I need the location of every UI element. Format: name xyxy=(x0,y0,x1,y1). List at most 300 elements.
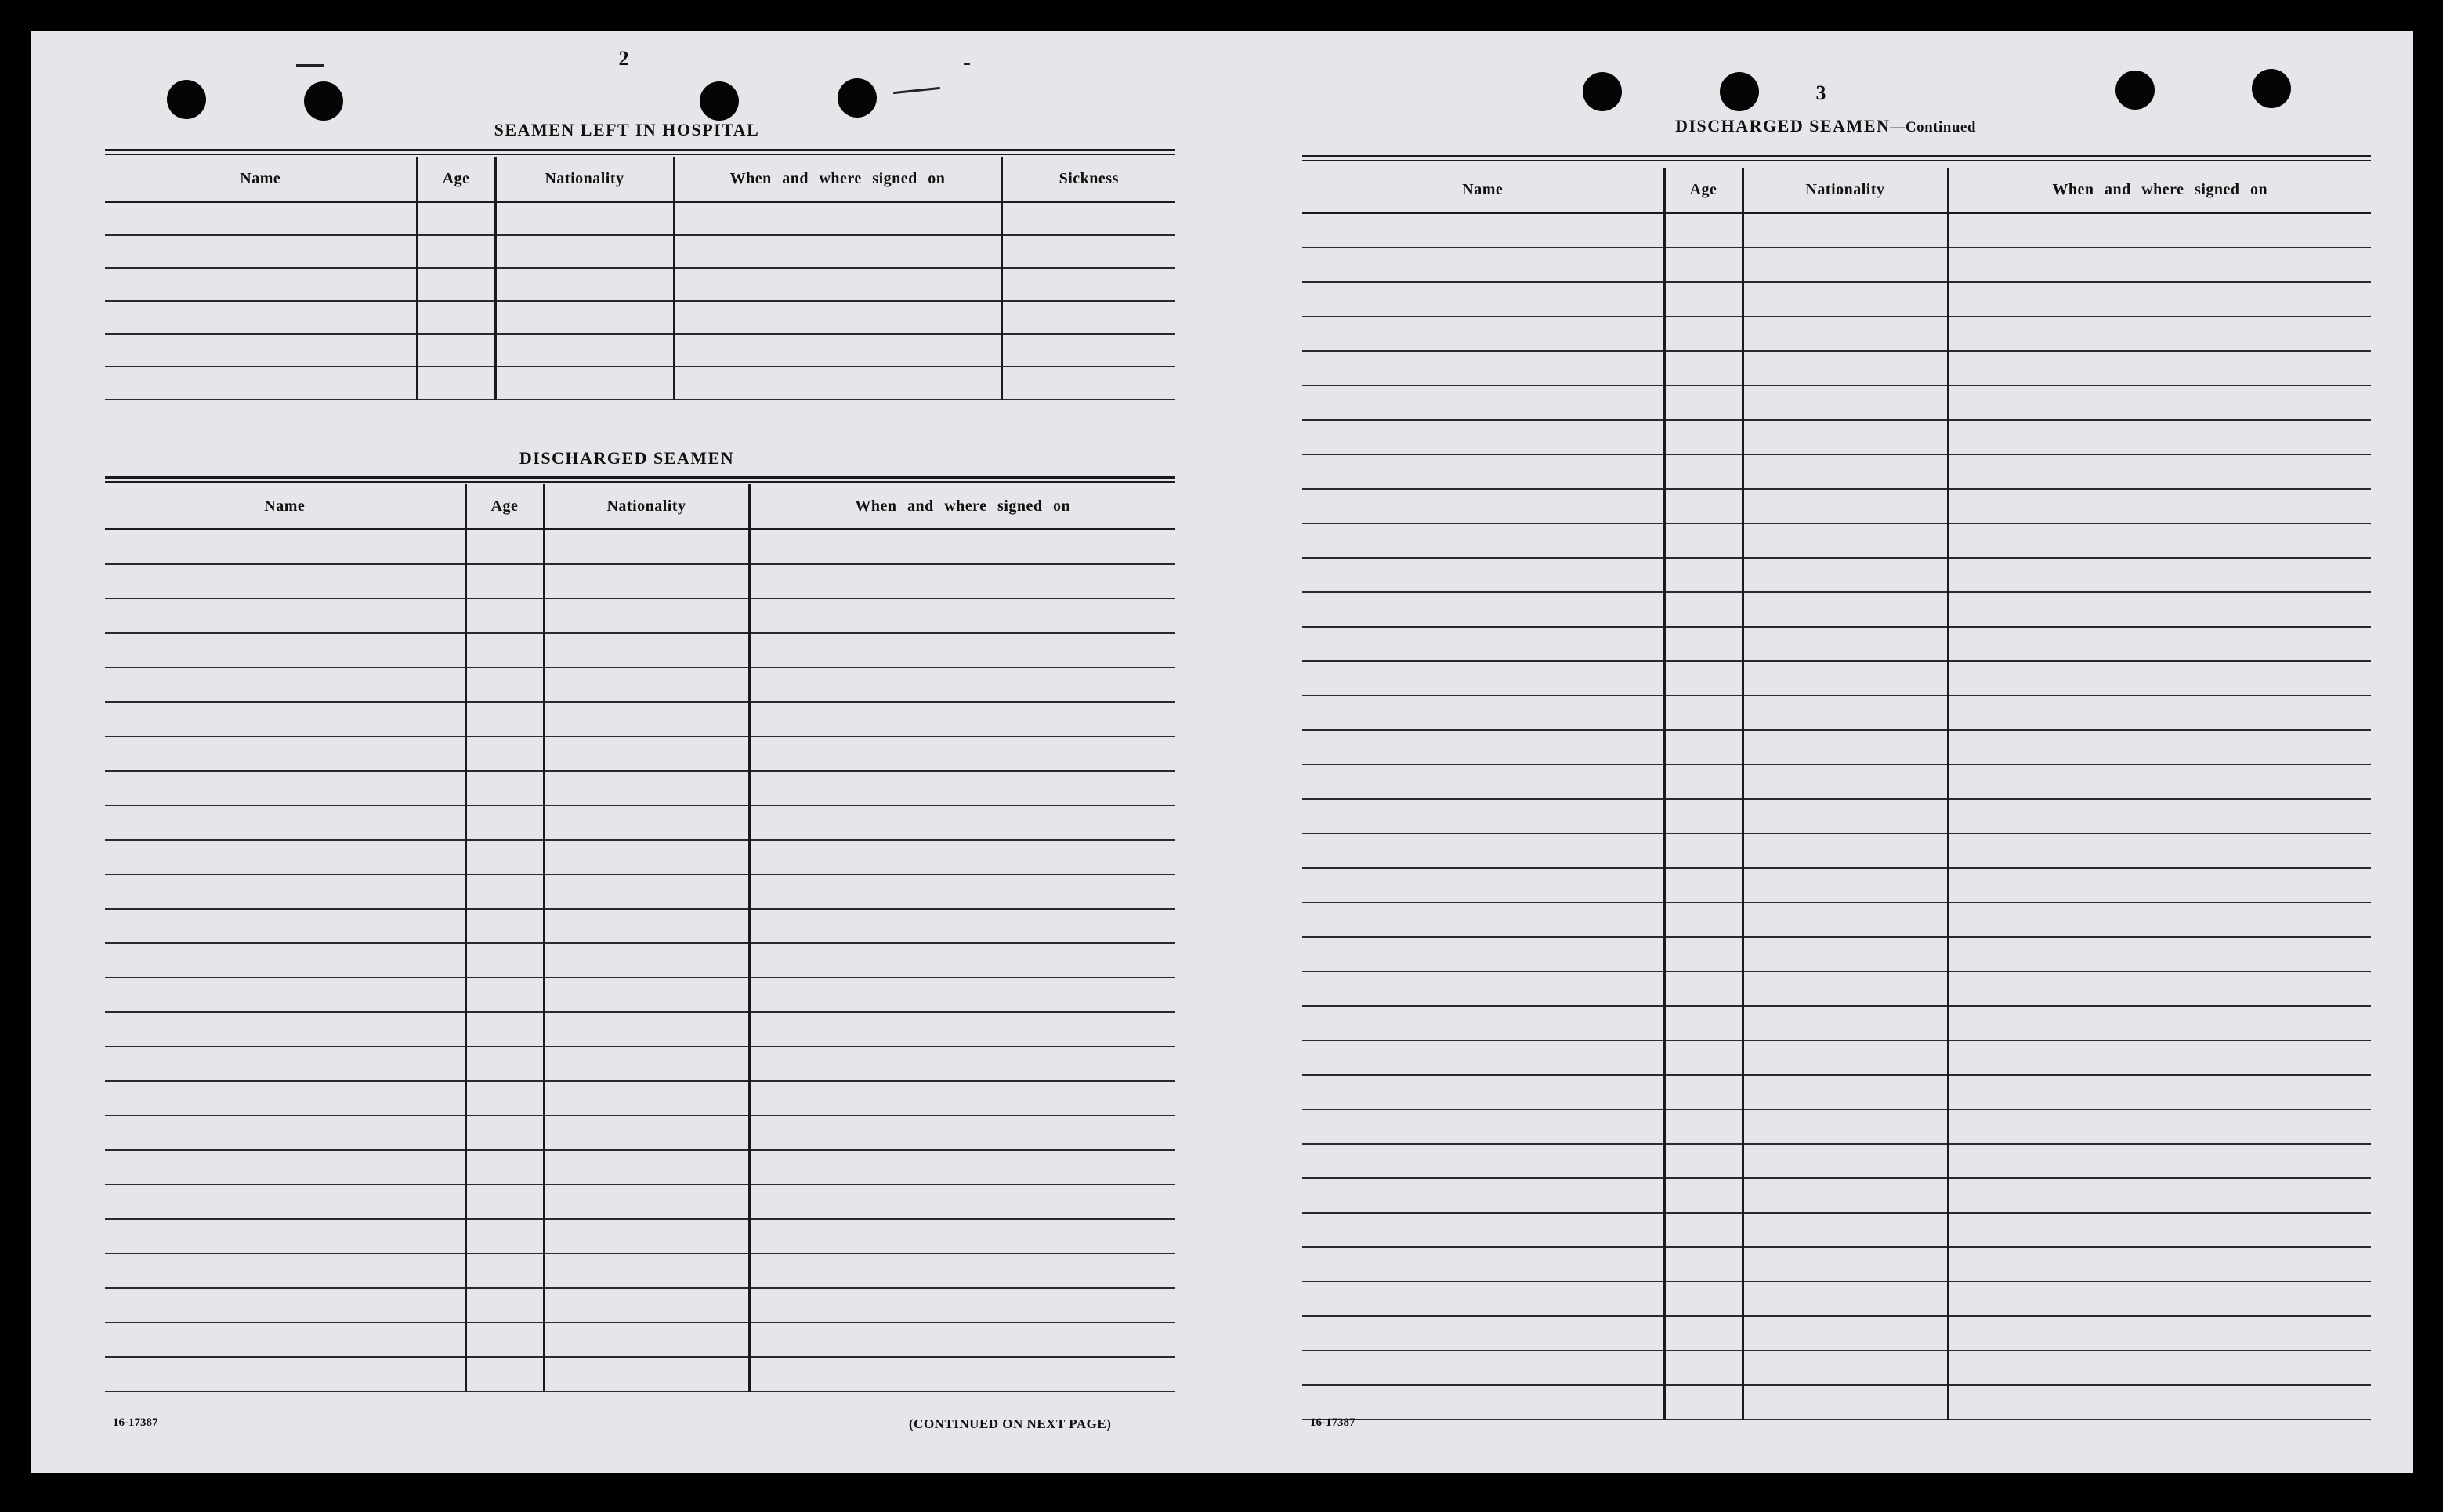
blank-cell xyxy=(1948,627,2371,661)
blank-cell xyxy=(544,702,749,736)
blank-cell xyxy=(1743,420,1948,454)
blank-cell xyxy=(105,805,465,840)
punch-hole xyxy=(1720,72,1759,111)
blank-cell xyxy=(749,943,1175,978)
blank-cell xyxy=(1664,213,1743,248)
blank-cell xyxy=(417,202,495,236)
table-row xyxy=(105,805,1175,840)
blank-cell xyxy=(544,633,749,667)
col-age: Age xyxy=(417,157,495,202)
punch-hole xyxy=(838,78,877,118)
blank-cell xyxy=(465,1185,544,1219)
blank-cell xyxy=(749,1150,1175,1185)
blank-cell xyxy=(1743,523,1948,558)
table-row xyxy=(105,235,1175,268)
blank-cell xyxy=(1948,696,2371,730)
blank-cell xyxy=(1743,799,1948,834)
blank-cell xyxy=(749,909,1175,943)
blank-cell xyxy=(1001,301,1175,334)
blank-cell xyxy=(465,909,544,943)
blank-cell xyxy=(1664,730,1743,765)
blank-cell xyxy=(105,943,465,978)
blank-cell xyxy=(1664,592,1743,627)
blank-cell xyxy=(1302,489,1664,523)
blank-cell xyxy=(1664,1178,1743,1213)
table-row xyxy=(1302,523,2371,558)
table-row xyxy=(1302,1040,2371,1075)
discharged-section-title: DISCHARGED SEAMEN xyxy=(519,448,735,468)
discharged-header-row xyxy=(105,484,1175,530)
double-rule xyxy=(105,476,1175,483)
blank-cell xyxy=(1948,730,2371,765)
blank-cell xyxy=(749,1185,1175,1219)
col-sickness: Sickness xyxy=(1001,157,1175,202)
blank-cell xyxy=(749,1288,1175,1322)
blank-cell xyxy=(105,1047,465,1081)
blank-cell xyxy=(1743,454,1948,489)
punch-hole xyxy=(167,80,206,119)
blank-cell xyxy=(1664,937,1743,971)
blank-cell xyxy=(105,1357,465,1391)
blank-cell xyxy=(1743,937,1948,971)
blank-cell xyxy=(749,1047,1175,1081)
blank-cell xyxy=(1302,1006,1664,1040)
blank-cell xyxy=(1948,799,2371,834)
table-row xyxy=(105,633,1175,667)
blank-cell xyxy=(1743,1247,1948,1282)
blank-cell xyxy=(1664,799,1743,834)
punch-hole xyxy=(2252,69,2291,108)
blank-cell xyxy=(1302,317,1664,351)
table-row xyxy=(1302,730,2371,765)
blank-cell xyxy=(1664,489,1743,523)
blank-cell xyxy=(1743,971,1948,1006)
blank-cell xyxy=(1664,627,1743,661)
blank-cell xyxy=(465,1288,544,1322)
col-name: Name xyxy=(105,157,417,202)
blank-cell xyxy=(544,564,749,599)
blank-cell xyxy=(544,771,749,805)
table-row xyxy=(1302,385,2371,420)
table-row xyxy=(105,840,1175,874)
blank-cell xyxy=(1302,213,1664,248)
blank-cell xyxy=(105,1288,465,1322)
blank-cell xyxy=(465,840,544,874)
blank-cell xyxy=(1302,1316,1664,1351)
blank-cell xyxy=(544,1150,749,1185)
blank-cell xyxy=(1743,765,1948,799)
blank-cell xyxy=(1743,592,1948,627)
blank-cell xyxy=(1001,268,1175,301)
blank-cell xyxy=(1948,1109,2371,1144)
blank-cell xyxy=(749,874,1175,909)
discharged-continued-header-row xyxy=(1302,168,2371,213)
table-row xyxy=(1302,317,2371,351)
form-code-right: 16-17387 xyxy=(1310,1416,1355,1429)
blank-cell xyxy=(465,1012,544,1047)
blank-cell xyxy=(495,301,674,334)
punch-hole xyxy=(304,81,343,121)
blank-cell xyxy=(544,1081,749,1116)
blank-cell xyxy=(1302,1282,1664,1316)
table-row xyxy=(105,1185,1175,1219)
blank-cell xyxy=(1302,971,1664,1006)
blank-cell xyxy=(749,1253,1175,1288)
blank-cell xyxy=(674,301,1001,334)
blank-cell xyxy=(1948,351,2371,385)
blank-cell xyxy=(105,1081,465,1116)
table-row xyxy=(105,874,1175,909)
blank-cell xyxy=(1948,282,2371,317)
blank-cell xyxy=(1743,317,1948,351)
scanned-form xyxy=(31,31,2413,1473)
discharged-rows-left xyxy=(105,530,1175,1392)
blank-cell xyxy=(1302,1247,1664,1282)
blank-cell xyxy=(1302,799,1664,834)
blank-cell xyxy=(749,1012,1175,1047)
blank-cell xyxy=(544,943,749,978)
table-row xyxy=(1302,1351,2371,1385)
table-row xyxy=(105,1116,1175,1150)
blank-cell xyxy=(1302,282,1664,317)
table-row xyxy=(105,1357,1175,1391)
blank-cell xyxy=(1948,937,2371,971)
blank-cell xyxy=(105,1322,465,1357)
blank-cell xyxy=(1302,1109,1664,1144)
blank-cell xyxy=(105,202,417,236)
table-row xyxy=(105,1322,1175,1357)
col-nationality: Nationality xyxy=(495,157,674,202)
table-row xyxy=(1302,902,2371,937)
col-when-where: When and where signed on xyxy=(1948,168,2371,213)
blank-cell xyxy=(544,1116,749,1150)
blank-cell xyxy=(674,202,1001,236)
blank-cell xyxy=(1664,661,1743,696)
blank-cell xyxy=(544,1288,749,1322)
blank-cell xyxy=(1302,661,1664,696)
blank-cell xyxy=(495,268,674,301)
blank-cell xyxy=(1743,730,1948,765)
blank-cell xyxy=(749,771,1175,805)
blank-cell xyxy=(1743,1040,1948,1075)
blank-cell xyxy=(1664,1213,1743,1247)
blank-cell xyxy=(1664,868,1743,902)
blank-cell xyxy=(1743,627,1948,661)
blank-cell xyxy=(1302,1075,1664,1109)
blank-cell xyxy=(749,702,1175,736)
table-row xyxy=(105,268,1175,301)
blank-cell xyxy=(544,1253,749,1288)
table-row xyxy=(1302,1109,2371,1144)
discharged-continued-suffix: —Continued xyxy=(1890,119,1976,136)
table-row xyxy=(1302,937,2371,971)
blank-cell xyxy=(1743,489,1948,523)
blank-cell xyxy=(1664,696,1743,730)
blank-cell xyxy=(417,367,495,400)
blank-cell xyxy=(749,1219,1175,1253)
blank-cell xyxy=(674,268,1001,301)
blank-cell xyxy=(749,530,1175,565)
blank-cell xyxy=(749,633,1175,667)
blank-cell xyxy=(465,1322,544,1357)
blank-cell xyxy=(1302,1178,1664,1213)
blank-cell xyxy=(749,564,1175,599)
blank-cell xyxy=(105,1253,465,1288)
blank-cell xyxy=(1948,661,2371,696)
table-row xyxy=(1302,1178,2371,1213)
discharged-table-left xyxy=(105,484,1175,1392)
blank-cell xyxy=(1302,351,1664,385)
table-row xyxy=(105,1219,1175,1253)
blank-cell xyxy=(544,736,749,771)
blank-cell xyxy=(1948,971,2371,1006)
table-row xyxy=(1302,696,2371,730)
blank-cell xyxy=(1743,558,1948,592)
blank-cell xyxy=(105,235,417,268)
blank-cell xyxy=(1664,420,1743,454)
blank-cell xyxy=(105,367,417,400)
col-name: Name xyxy=(1302,168,1664,213)
blank-cell xyxy=(105,1012,465,1047)
col-when-where: When and where signed on xyxy=(749,484,1175,530)
blank-cell xyxy=(1302,1144,1664,1178)
blank-cell xyxy=(465,564,544,599)
blank-cell xyxy=(1948,868,2371,902)
blank-cell xyxy=(1302,558,1664,592)
table-row xyxy=(105,943,1175,978)
col-nationality: Nationality xyxy=(544,484,749,530)
continued-note: (CONTINUED ON NEXT PAGE) xyxy=(909,1416,1112,1431)
blank-cell xyxy=(1743,834,1948,868)
form-code-left: 16-17387 xyxy=(113,1416,158,1429)
blank-cell xyxy=(495,334,674,367)
punch-hole xyxy=(2115,71,2155,110)
blank-cell xyxy=(1948,1213,2371,1247)
blank-cell xyxy=(465,1357,544,1391)
blank-cell xyxy=(1302,454,1664,489)
blank-cell xyxy=(544,805,749,840)
blank-cell xyxy=(1743,696,1948,730)
blank-cell xyxy=(417,334,495,367)
blank-cell xyxy=(1948,489,2371,523)
table-row xyxy=(105,1047,1175,1081)
col-name: Name xyxy=(105,484,465,530)
blank-cell xyxy=(465,874,544,909)
table-row xyxy=(105,978,1175,1012)
blank-cell xyxy=(1743,351,1948,385)
blank-cell xyxy=(1664,1351,1743,1385)
blank-cell xyxy=(1001,235,1175,268)
table-row xyxy=(105,530,1175,565)
page-number-left: 2 xyxy=(618,47,629,70)
blank-cell xyxy=(1302,902,1664,937)
blank-cell xyxy=(749,1357,1175,1391)
table-row xyxy=(1302,1213,2371,1247)
blank-cell xyxy=(544,1322,749,1357)
blank-cell xyxy=(1302,1040,1664,1075)
double-rule xyxy=(1302,155,2371,161)
table-row xyxy=(1302,1144,2371,1178)
blank-cell xyxy=(1664,385,1743,420)
blank-cell xyxy=(544,1357,749,1391)
table-row xyxy=(105,1012,1175,1047)
blank-cell xyxy=(749,1116,1175,1150)
blank-cell xyxy=(1302,868,1664,902)
blank-cell xyxy=(1302,696,1664,730)
blank-cell xyxy=(1948,1282,2371,1316)
blank-cell xyxy=(105,702,465,736)
blank-cell xyxy=(1664,1006,1743,1040)
blank-cell xyxy=(674,235,1001,268)
blank-cell xyxy=(1948,834,2371,868)
blank-cell xyxy=(1948,420,2371,454)
blank-cell xyxy=(1664,282,1743,317)
discharged-rows-right xyxy=(1302,213,2371,1420)
table-row xyxy=(1302,627,2371,661)
blank-cell xyxy=(1743,902,1948,937)
blank-cell xyxy=(105,874,465,909)
blank-cell xyxy=(1664,1385,1743,1420)
blank-cell xyxy=(674,334,1001,367)
table-row xyxy=(105,367,1175,400)
blank-cell xyxy=(1948,213,2371,248)
blank-cell xyxy=(105,599,465,633)
blank-cell xyxy=(1664,1247,1743,1282)
blank-cell xyxy=(1664,765,1743,799)
blank-cell xyxy=(1948,765,2371,799)
blank-cell xyxy=(1743,1351,1948,1385)
blank-cell xyxy=(465,771,544,805)
hospital-section-title: SEAMEN LEFT IN HOSPITAL xyxy=(494,120,760,139)
blank-cell xyxy=(1743,385,1948,420)
table-row xyxy=(1302,661,2371,696)
table-row xyxy=(1302,351,2371,385)
blank-cell xyxy=(674,367,1001,400)
blank-cell xyxy=(1001,202,1175,236)
blank-cell xyxy=(465,943,544,978)
blank-cell xyxy=(465,702,544,736)
blank-cell xyxy=(1664,1075,1743,1109)
blank-cell xyxy=(1664,558,1743,592)
blank-cell xyxy=(1664,351,1743,385)
blank-cell xyxy=(465,1116,544,1150)
blank-cell xyxy=(1743,1316,1948,1351)
blank-cell xyxy=(1743,868,1948,902)
blank-cell xyxy=(465,978,544,1012)
blank-cell xyxy=(495,235,674,268)
blank-cell xyxy=(417,268,495,301)
blank-cell xyxy=(1664,1109,1743,1144)
hospital-table xyxy=(105,157,1175,400)
table-row xyxy=(105,564,1175,599)
blank-cell xyxy=(1302,523,1664,558)
table-row xyxy=(105,736,1175,771)
blank-cell xyxy=(465,1081,544,1116)
col-age: Age xyxy=(1664,168,1743,213)
table-row xyxy=(1302,489,2371,523)
scan-speck xyxy=(296,64,324,67)
blank-cell xyxy=(465,599,544,633)
blank-cell xyxy=(1948,523,2371,558)
table-row xyxy=(105,667,1175,702)
blank-cell xyxy=(465,1047,544,1081)
blank-cell xyxy=(1948,1040,2371,1075)
blank-cell xyxy=(1743,1109,1948,1144)
col-when-where: When and where signed on xyxy=(674,157,1001,202)
blank-cell xyxy=(1948,317,2371,351)
blank-cell xyxy=(1948,454,2371,489)
blank-cell xyxy=(1743,661,1948,696)
blank-cell xyxy=(1302,730,1664,765)
blank-cell xyxy=(105,301,417,334)
blank-cell xyxy=(544,599,749,633)
table-row xyxy=(105,334,1175,367)
blank-cell xyxy=(105,736,465,771)
blank-cell xyxy=(1948,592,2371,627)
blank-cell xyxy=(544,1012,749,1047)
blank-cell xyxy=(465,633,544,667)
blank-cell xyxy=(1743,1006,1948,1040)
table-row xyxy=(1302,1075,2371,1109)
blank-cell xyxy=(544,1219,749,1253)
table-row xyxy=(1302,1316,2371,1351)
table-row xyxy=(1302,592,2371,627)
table-row xyxy=(1302,454,2371,489)
blank-cell xyxy=(749,805,1175,840)
blank-cell xyxy=(1664,834,1743,868)
col-nationality: Nationality xyxy=(1743,168,1948,213)
blank-cell xyxy=(1948,248,2371,282)
blank-cell xyxy=(1664,454,1743,489)
blank-cell xyxy=(544,1185,749,1219)
blank-cell xyxy=(465,805,544,840)
blank-cell xyxy=(465,530,544,565)
blank-cell xyxy=(1664,1282,1743,1316)
blank-cell xyxy=(1302,1213,1664,1247)
blank-cell xyxy=(105,667,465,702)
blank-cell xyxy=(544,1047,749,1081)
blank-cell xyxy=(1948,1385,2371,1420)
blank-cell xyxy=(465,1253,544,1288)
hospital-rows xyxy=(105,202,1175,400)
scan-speck xyxy=(893,87,940,94)
table-row xyxy=(1302,1282,2371,1316)
table-row xyxy=(105,1150,1175,1185)
blank-cell xyxy=(544,530,749,565)
blank-cell xyxy=(1948,1144,2371,1178)
blank-cell xyxy=(105,1150,465,1185)
blank-cell xyxy=(105,268,417,301)
blank-cell xyxy=(1743,1178,1948,1213)
blank-cell xyxy=(1302,1385,1664,1420)
blank-cell xyxy=(1743,1144,1948,1178)
table-row xyxy=(1302,282,2371,317)
double-rule xyxy=(105,149,1175,155)
blank-cell xyxy=(1948,385,2371,420)
page-number-right: 3 xyxy=(1815,81,1826,104)
blank-cell xyxy=(1001,334,1175,367)
blank-cell xyxy=(1664,248,1743,282)
blank-cell xyxy=(1664,902,1743,937)
table-row xyxy=(105,909,1175,943)
table-row xyxy=(105,1253,1175,1288)
discharged-continued-title-main: DISCHARGED SEAMEN xyxy=(1675,116,1891,136)
blank-cell xyxy=(105,334,417,367)
blank-cell xyxy=(749,840,1175,874)
blank-cell xyxy=(105,1185,465,1219)
table-row xyxy=(105,702,1175,736)
blank-cell xyxy=(105,909,465,943)
